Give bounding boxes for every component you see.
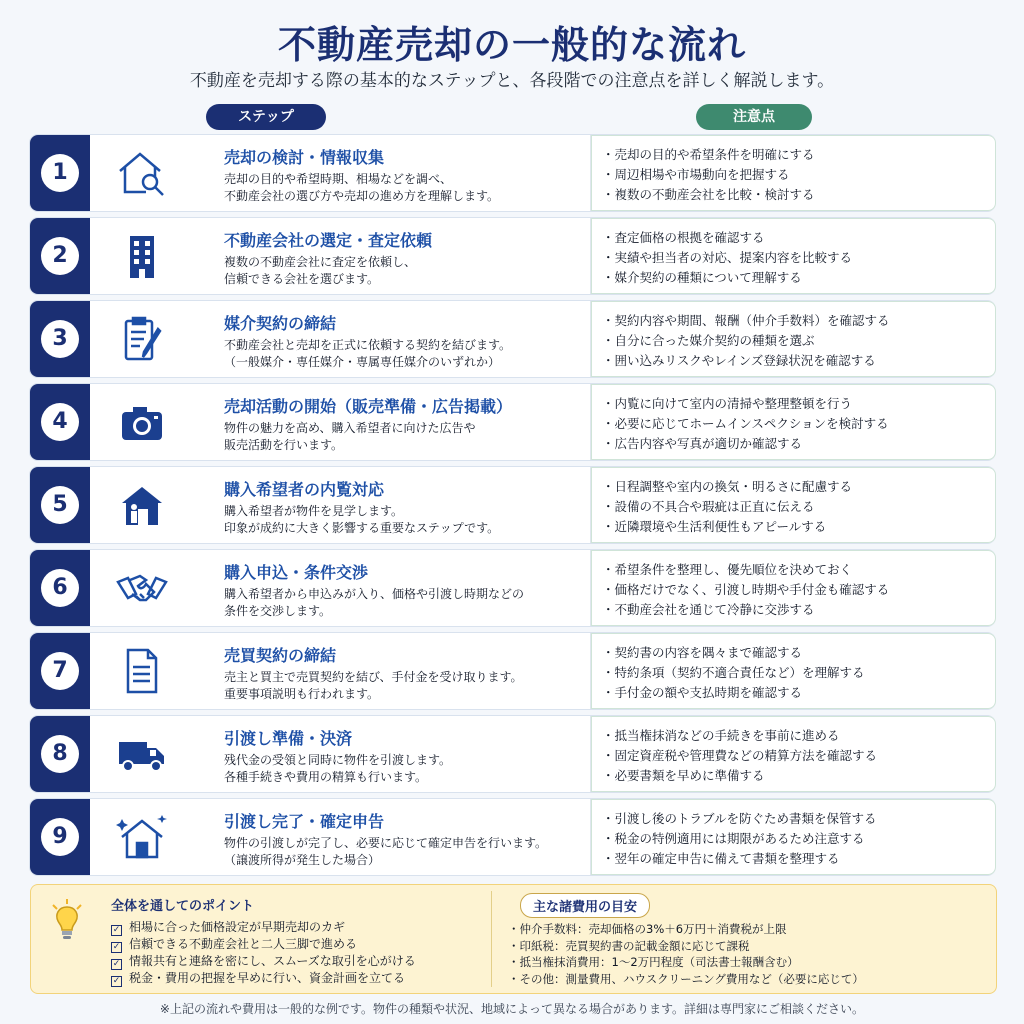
step-number: 1 [41, 154, 79, 192]
checkbox-icon: ✓ [112, 925, 121, 935]
step-desc-line: 購入希望者から申込みが入り、価格や引渡し時期などの [224, 587, 525, 601]
step-row [30, 384, 995, 460]
house-visit-icon [114, 479, 170, 531]
step-desc-line: 販売活動を行います。 [224, 438, 344, 452]
step-notes [590, 799, 996, 875]
note-item: ・ 固定資産税や管理費などの精算方法を確認する [616, 746, 996, 766]
point-item [111, 919, 416, 936]
point-item [111, 970, 416, 987]
step-desc-line: 購入希望者が物件を見学します。 [224, 504, 404, 518]
step-desc-line: 各種手続きや費用の精算も行います。 [224, 770, 428, 784]
note-item: ・ 自分に合った媒介契約の種類を選ぶ [616, 331, 996, 351]
step-title: 売却活動の開始（販売準備・広告掲載） [224, 397, 513, 416]
step-description [224, 503, 594, 537]
step-number-band [30, 633, 90, 709]
note-item: ・ 手付金の額や支払時期を確認する [616, 683, 996, 703]
step-number-band [30, 467, 90, 543]
step-number-band [30, 218, 90, 294]
step-number-band [30, 135, 90, 211]
step-number: 5 [41, 486, 79, 524]
step-number-band [30, 384, 90, 460]
cost-item: ・ 抵当権抹消費用：1〜2万円程度（司法書士報酬含む） [508, 954, 864, 971]
step-title: 売却の検討・情報収集 [224, 148, 385, 167]
step-row [30, 633, 995, 709]
note-item: ・ 日程調整や室内の換気・明るさに配慮する [616, 477, 996, 497]
point-text: 信頼できる不動産会社と二人三脚で進める [129, 937, 358, 951]
step-desc-line: 印象が成約に大きく影響する重要なステップです。 [224, 521, 500, 535]
step-title: 媒介契約の締結 [224, 314, 337, 333]
checkbox-icon: ✓ [112, 942, 121, 952]
step-description [224, 171, 594, 205]
step-number: 9 [41, 818, 79, 856]
step-row [30, 550, 995, 626]
step-number: 4 [41, 403, 79, 441]
step-row [30, 716, 995, 792]
step-notes [590, 467, 996, 543]
step-desc-line: 重要事項説明も行われます。 [224, 687, 380, 701]
note-item: ・ 実績や担当者の対応、提案内容を比較する [616, 248, 996, 268]
note-item: ・ 引渡し後のトラブルを防ぐため書類を保管する [616, 809, 996, 829]
note-item: ・ 契約書の内容を隅々まで確認する [616, 643, 996, 663]
step-row [30, 467, 995, 543]
step-description [224, 586, 594, 620]
note-item: ・ 必要に応じてホームインスペクションを検討する [616, 414, 996, 434]
clipboard-icon [114, 313, 170, 365]
costs-title: 主な諸費用の目安 [520, 893, 650, 918]
note-item: ・ 近隣環境や生活利便性もアピールする [616, 517, 996, 537]
costs-panel [491, 891, 990, 987]
point-item [111, 953, 416, 970]
point-text: 税金・費用の把握を早めに行い、資金計画を立てる [129, 971, 406, 985]
step-title: 引渡し完了・確定申告 [224, 812, 385, 831]
page-subtitle: 不動産を売却する際の基本的なステップと、各段階での注意点を詳しく解説します。 [189, 71, 835, 91]
step-desc-line: 条件を交渉します。 [224, 604, 332, 618]
step-row [30, 218, 995, 294]
step-row [30, 301, 995, 377]
step-desc-line: 複数の不動産会社に査定を依頼し、 [224, 255, 417, 269]
cost-item: ・ 印紙税：売買契約書の記載金額に応じて課税 [508, 938, 864, 955]
footnote: ※上記の流れや費用は一般的な例です。物件の種類や状況、地域によって異なる場合があります。詳細は専門家にご相談ください。 [159, 1002, 865, 1016]
step-number: 6 [41, 569, 79, 607]
note-item: ・ 内覧に向けて室内の清掃や整理整頓を行う [616, 394, 996, 414]
points-title: 全体を通してのポイント [111, 899, 255, 914]
step-desc-line: 不動産会社の選び方や売却の進め方を理解します。 [224, 189, 500, 203]
note-item: ・ 税金の特例適用には期限があるため注意する [616, 829, 996, 849]
note-item: ・ 売却の目的や希望条件を明確にする [616, 145, 996, 165]
note-item: ・ 査定価格の根拠を確認する [616, 228, 996, 248]
step-number-band [30, 301, 90, 377]
document-icon [114, 645, 170, 697]
step-number-band [30, 799, 90, 875]
page-title: 不動産売却の一般的な流れ [277, 23, 746, 67]
note-item: ・ 必要書類を早めに準備する [616, 766, 996, 786]
cost-item: ・ 仲介手数料：売却価格の3%＋6万円＋消費税が上限 [508, 921, 864, 938]
note-item: ・ 抵当権抹消などの手続きを事前に進める [616, 726, 996, 746]
lightbulb-icon [49, 899, 85, 943]
note-item: ・ 価格だけでなく、引渡し時期や手付金も確認する [616, 580, 996, 600]
note-item: ・ 希望条件を整理し、優先順位を決めておく [616, 560, 996, 580]
costs-list [508, 921, 864, 987]
step-title: 売買契約の締結 [224, 646, 337, 665]
step-number-band [30, 716, 90, 792]
handshake-icon [114, 562, 170, 614]
step-desc-line: 不動産会社と売却を正式に依頼する契約を結びます。 [224, 338, 512, 352]
note-item: ・ 複数の不動産会社を比較・検討する [616, 185, 996, 205]
step-description [224, 835, 594, 869]
building-icon [114, 230, 170, 282]
step-number: 2 [41, 237, 79, 275]
checkbox-icon: ✓ [112, 959, 121, 969]
step-desc-line: 物件の引渡しが完了し、必要に応じて確定申告を行います。 [224, 836, 548, 850]
note-item: ・ 不動産会社を通じて冷静に交渉する [616, 600, 996, 620]
step-description [224, 752, 594, 786]
notes-column-header: 注意点 [696, 104, 812, 130]
step-title: 購入希望者の内覧対応 [224, 480, 385, 499]
note-item: ・ 設備の不具合や瑕疵は正直に伝える [616, 497, 996, 517]
step-notes [590, 301, 996, 377]
step-description [224, 420, 594, 454]
step-notes [590, 633, 996, 709]
step-title: 購入申込・条件交渉 [224, 563, 369, 582]
step-notes [590, 135, 996, 211]
step-number: 7 [41, 652, 79, 690]
step-description [224, 337, 594, 371]
step-title: 不動産会社の選定・査定依頼 [224, 231, 433, 250]
camera-icon [114, 396, 170, 448]
steps-list [30, 135, 995, 882]
house-search-icon [114, 147, 170, 199]
point-item [111, 936, 416, 953]
step-number: 3 [41, 320, 79, 358]
step-number: 8 [41, 735, 79, 773]
step-row [30, 799, 995, 875]
step-desc-line: 残代金の受領と同時に物件を引渡します。 [224, 753, 452, 767]
house-sparkle-icon [114, 811, 170, 863]
step-desc-line: 売却の目的や希望時期、相場などを調べ、 [224, 172, 453, 186]
point-text: 情報共有と連絡を密にし、スムーズな取引を心がける [129, 954, 416, 968]
steps-column-header: ステップ [206, 104, 326, 130]
cost-item: ・ その他：測量費用、ハウスクリーニング費用など（必要に応じて） [508, 971, 864, 988]
step-desc-line: （一般媒介・専任媒介・専属専任媒介のいずれか） [224, 355, 501, 369]
note-item: ・ 特約条項（契約不適合責任など）を理解する [616, 663, 996, 683]
step-desc-line: 物件の魅力を高め、購入希望者に向けた広告や [224, 421, 476, 435]
step-description [224, 254, 594, 288]
note-item: ・ 広告内容や写真が適切か確認する [616, 434, 996, 454]
step-description [224, 669, 594, 703]
step-notes [590, 716, 996, 792]
note-item: ・ 囲い込みリスクやレインズ登録状況を確認する [616, 351, 996, 371]
step-desc-line: 信頼できる会社を選びます。 [224, 272, 380, 286]
step-title: 引渡し準備・決済 [224, 729, 353, 748]
summary-panel [30, 884, 997, 994]
step-desc-line: 売主と買主で売買契約を結び、手付金を受け取ります。 [224, 670, 523, 684]
step-notes [590, 550, 996, 626]
note-item: ・ 周辺相場や市場動向を把握する [616, 165, 996, 185]
points-list [111, 919, 416, 987]
note-item: ・ 契約内容や期間、報酬（仲介手数料）を確認する [616, 311, 996, 331]
step-row [30, 135, 995, 211]
note-item: ・ 翌年の確定申告に備えて書類を整理する [616, 849, 996, 869]
step-desc-line: （譲渡所得が発生した場合） [224, 853, 381, 867]
point-text: 相場に合った価格設定が早期売却のカギ [129, 920, 346, 934]
step-notes [590, 218, 996, 294]
truck-icon [114, 728, 170, 780]
step-number-band [30, 550, 90, 626]
note-item: ・ 媒介契約の種類について理解する [616, 268, 996, 288]
step-notes [590, 384, 996, 460]
checkbox-icon: ✓ [112, 976, 121, 986]
